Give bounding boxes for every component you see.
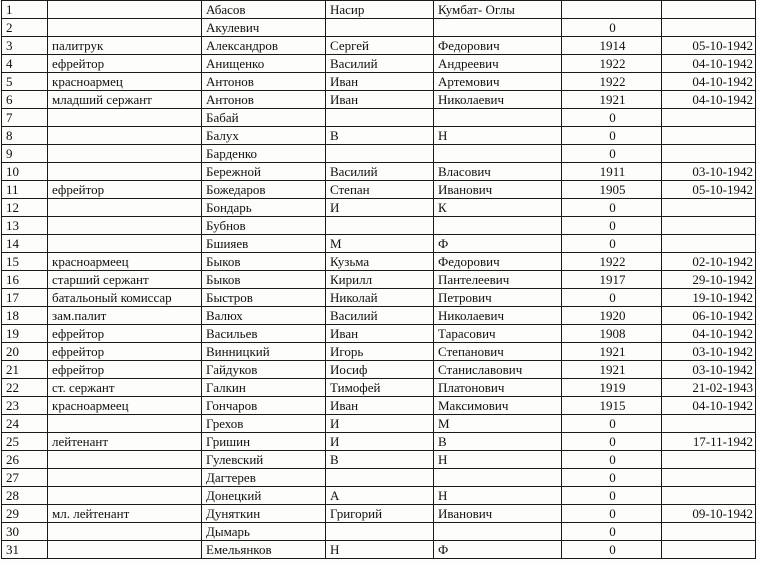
patronymic-cell: Степанович (434, 343, 562, 361)
patronymic-cell: Кумбат- Оглы (434, 1, 562, 19)
table-row (2, 271, 756, 289)
row-number: 11 (2, 181, 48, 199)
date-cell: 02-10-1942 (662, 253, 756, 271)
first-name-cell: И (326, 199, 434, 217)
date-cell: 19-10-1942 (662, 289, 756, 307)
date-cell (662, 451, 756, 469)
last-name-cell: Анищенко (202, 55, 326, 73)
first-name-cell: И (326, 433, 434, 451)
birth-year-cell: 0 (562, 127, 662, 145)
date-cell: 04-10-1942 (662, 325, 756, 343)
date-cell (662, 145, 756, 163)
table-row (2, 505, 756, 523)
table-row (2, 145, 756, 163)
row-number: 15 (2, 253, 48, 271)
first-name-cell (326, 469, 434, 487)
last-name-cell: Галкин (202, 379, 326, 397)
rank-cell: ефрейтор (48, 55, 202, 73)
table-row (2, 91, 756, 109)
table-row (2, 55, 756, 73)
first-name-cell: А (326, 487, 434, 505)
birth-year-cell: 0 (562, 235, 662, 253)
date-cell: 05-10-1942 (662, 37, 756, 55)
table-row (2, 433, 756, 451)
rank-cell (48, 145, 202, 163)
row-number: 2 (2, 19, 48, 37)
rank-cell (48, 163, 202, 181)
table-row (2, 163, 756, 181)
row-number: 23 (2, 397, 48, 415)
table-row (2, 487, 756, 505)
rank-cell (48, 415, 202, 433)
birth-year-cell: 0 (562, 523, 662, 541)
patronymic-cell (434, 469, 562, 487)
birth-year-cell: 0 (562, 415, 662, 433)
table-row (2, 127, 756, 145)
patronymic-cell: Федорович (434, 37, 562, 55)
patronymic-cell: Платонович (434, 379, 562, 397)
date-cell (662, 217, 756, 235)
rank-cell (48, 109, 202, 127)
row-number: 27 (2, 469, 48, 487)
first-name-cell (326, 19, 434, 37)
birth-year-cell: 0 (562, 469, 662, 487)
patronymic-cell: Петрович (434, 289, 562, 307)
last-name-cell: Бшияев (202, 235, 326, 253)
rank-cell: младший сержант (48, 91, 202, 109)
rank-cell (48, 235, 202, 253)
birth-year-cell: 1919 (562, 379, 662, 397)
rank-cell (48, 487, 202, 505)
date-cell: 21-02-1943 (662, 379, 756, 397)
patronymic-cell: Николаевич (434, 307, 562, 325)
last-name-cell: Быстров (202, 289, 326, 307)
row-number: 6 (2, 91, 48, 109)
table-row (2, 289, 756, 307)
rank-cell (48, 1, 202, 19)
patronymic-cell: Федорович (434, 253, 562, 271)
last-name-cell: Бубнов (202, 217, 326, 235)
birth-year-cell: 0 (562, 199, 662, 217)
date-cell: 03-10-1942 (662, 343, 756, 361)
row-number: 21 (2, 361, 48, 379)
first-name-cell: Николай (326, 289, 434, 307)
birth-year-cell: 0 (562, 541, 662, 559)
last-name-cell: Барденко (202, 145, 326, 163)
last-name-cell: Антонов (202, 73, 326, 91)
row-number: 28 (2, 487, 48, 505)
last-name-cell: Емельянков (202, 541, 326, 559)
last-name-cell: Гришин (202, 433, 326, 451)
date-cell (662, 19, 756, 37)
birth-year-cell: 1922 (562, 253, 662, 271)
first-name-cell: Кирилл (326, 271, 434, 289)
date-cell: 09-10-1942 (662, 505, 756, 523)
rank-cell: красноармец (48, 73, 202, 91)
rank-cell: ефрейтор (48, 361, 202, 379)
rank-cell: ст. сержант (48, 379, 202, 397)
row-number: 5 (2, 73, 48, 91)
last-name-cell: Божедаров (202, 181, 326, 199)
patronymic-cell: Н (434, 127, 562, 145)
first-name-cell: Иван (326, 397, 434, 415)
birth-year-cell: 1921 (562, 343, 662, 361)
table-row (2, 415, 756, 433)
first-name-cell (326, 145, 434, 163)
birth-year-cell: 0 (562, 289, 662, 307)
rank-cell: красноармеец (48, 397, 202, 415)
last-name-cell: Донецкий (202, 487, 326, 505)
birth-year-cell: 0 (562, 217, 662, 235)
patronymic-cell: М (434, 415, 562, 433)
birth-year-cell: 0 (562, 19, 662, 37)
date-cell: 04-10-1942 (662, 397, 756, 415)
row-number: 10 (2, 163, 48, 181)
first-name-cell (326, 217, 434, 235)
last-name-cell: Гайдуков (202, 361, 326, 379)
last-name-cell: Дуняткин (202, 505, 326, 523)
roster-table (1, 0, 756, 559)
last-name-cell: Гончаров (202, 397, 326, 415)
birth-year-cell: 1914 (562, 37, 662, 55)
table-row (2, 361, 756, 379)
table-row (2, 199, 756, 217)
row-number: 8 (2, 127, 48, 145)
rank-cell: ефрейтор (48, 181, 202, 199)
table-row (2, 397, 756, 415)
row-number: 14 (2, 235, 48, 253)
first-name-cell: Степан (326, 181, 434, 199)
first-name-cell: Сергей (326, 37, 434, 55)
rank-cell: мл. лейтенант (48, 505, 202, 523)
table-row (2, 253, 756, 271)
patronymic-cell: Ф (434, 541, 562, 559)
birth-year-cell: 0 (562, 145, 662, 163)
roster-body (2, 1, 756, 559)
date-cell: 05-10-1942 (662, 181, 756, 199)
rank-cell (48, 199, 202, 217)
row-number: 17 (2, 289, 48, 307)
birth-year-cell: 0 (562, 109, 662, 127)
row-number: 18 (2, 307, 48, 325)
first-name-cell: Игорь (326, 343, 434, 361)
rank-cell (48, 127, 202, 145)
birth-year-cell: 0 (562, 487, 662, 505)
date-cell (662, 1, 756, 19)
table-row (2, 469, 756, 487)
birth-year-cell: 1917 (562, 271, 662, 289)
patronymic-cell: Артемович (434, 73, 562, 91)
date-cell (662, 235, 756, 253)
patronymic-cell (434, 109, 562, 127)
rank-cell: ефрейтор (48, 325, 202, 343)
date-cell: 29-10-1942 (662, 271, 756, 289)
row-number: 25 (2, 433, 48, 451)
birth-year-cell: 1922 (562, 73, 662, 91)
last-name-cell: Гулевский (202, 451, 326, 469)
rank-cell (48, 523, 202, 541)
birth-year-cell: 1922 (562, 55, 662, 73)
date-cell (662, 487, 756, 505)
first-name-cell: Иван (326, 91, 434, 109)
table-row (2, 217, 756, 235)
birth-year-cell (562, 1, 662, 19)
last-name-cell: Васильев (202, 325, 326, 343)
last-name-cell: Антонов (202, 91, 326, 109)
first-name-cell: Иосиф (326, 361, 434, 379)
rank-cell: лейтенант (48, 433, 202, 451)
patronymic-cell: Андреевич (434, 55, 562, 73)
birth-year-cell: 1911 (562, 163, 662, 181)
table-row (2, 325, 756, 343)
row-number: 12 (2, 199, 48, 217)
patronymic-cell (434, 145, 562, 163)
date-cell (662, 127, 756, 145)
date-cell: 04-10-1942 (662, 91, 756, 109)
patronymic-cell: Пантелеевич (434, 271, 562, 289)
patronymic-cell (434, 19, 562, 37)
date-cell: 03-10-1942 (662, 361, 756, 379)
table-row (2, 235, 756, 253)
patronymic-cell (434, 523, 562, 541)
birth-year-cell: 0 (562, 433, 662, 451)
patronymic-cell: Н (434, 487, 562, 505)
date-cell: 17-11-1942 (662, 433, 756, 451)
patronymic-cell: Тарасович (434, 325, 562, 343)
rank-cell (48, 19, 202, 37)
row-number: 22 (2, 379, 48, 397)
table-row (2, 541, 756, 559)
row-number: 19 (2, 325, 48, 343)
rank-cell (48, 217, 202, 235)
table-row (2, 19, 756, 37)
birth-year-cell: 0 (562, 505, 662, 523)
birth-year-cell: 1908 (562, 325, 662, 343)
patronymic-cell: В (434, 433, 562, 451)
first-name-cell: Василий (326, 163, 434, 181)
rank-cell (48, 469, 202, 487)
last-name-cell: Бережной (202, 163, 326, 181)
table-row (2, 181, 756, 199)
first-name-cell: Иван (326, 325, 434, 343)
row-number: 9 (2, 145, 48, 163)
first-name-cell: Насир (326, 1, 434, 19)
date-cell (662, 415, 756, 433)
table-row (2, 307, 756, 325)
date-cell (662, 199, 756, 217)
date-cell (662, 469, 756, 487)
last-name-cell: Балух (202, 127, 326, 145)
last-name-cell: Быков (202, 271, 326, 289)
birth-year-cell: 1915 (562, 397, 662, 415)
row-number: 13 (2, 217, 48, 235)
row-number: 3 (2, 37, 48, 55)
rank-cell: красноармеец (48, 253, 202, 271)
first-name-cell: Н (326, 541, 434, 559)
rank-cell (48, 541, 202, 559)
date-cell: 04-10-1942 (662, 73, 756, 91)
row-number: 4 (2, 55, 48, 73)
date-cell: 04-10-1942 (662, 55, 756, 73)
last-name-cell: Винницкий (202, 343, 326, 361)
patronymic-cell: Власович (434, 163, 562, 181)
last-name-cell: Александров (202, 37, 326, 55)
first-name-cell: Кузьма (326, 253, 434, 271)
first-name-cell: В (326, 451, 434, 469)
patronymic-cell (434, 217, 562, 235)
last-name-cell: Акулевич (202, 19, 326, 37)
first-name-cell: М (326, 235, 434, 253)
first-name-cell (326, 523, 434, 541)
rank-cell: ефрейтор (48, 343, 202, 361)
patronymic-cell: Максимович (434, 397, 562, 415)
rank-cell: палитрук (48, 37, 202, 55)
patronymic-cell: Иванович (434, 505, 562, 523)
patronymic-cell: Н (434, 451, 562, 469)
row-number: 30 (2, 523, 48, 541)
last-name-cell: Грехов (202, 415, 326, 433)
row-number: 24 (2, 415, 48, 433)
birth-year-cell: 1921 (562, 91, 662, 109)
first-name-cell: И (326, 415, 434, 433)
table-row (2, 1, 756, 19)
date-cell (662, 541, 756, 559)
table-row (2, 523, 756, 541)
patronymic-cell: Ф (434, 235, 562, 253)
patronymic-cell: Иванович (434, 181, 562, 199)
date-cell: 06-10-1942 (662, 307, 756, 325)
rank-cell: старший сержант (48, 271, 202, 289)
patronymic-cell: Николаевич (434, 91, 562, 109)
first-name-cell: Василий (326, 55, 434, 73)
row-number: 1 (2, 1, 48, 19)
patronymic-cell: К (434, 199, 562, 217)
rank-cell: батальоный комиссар (48, 289, 202, 307)
date-cell (662, 109, 756, 127)
row-number: 16 (2, 271, 48, 289)
row-number: 31 (2, 541, 48, 559)
first-name-cell: Иван (326, 73, 434, 91)
birth-year-cell: 1920 (562, 307, 662, 325)
first-name-cell: Григорий (326, 505, 434, 523)
rank-cell: зам.палит (48, 307, 202, 325)
table-row (2, 343, 756, 361)
birth-year-cell: 1921 (562, 361, 662, 379)
last-name-cell: Валюх (202, 307, 326, 325)
last-name-cell: Абасов (202, 1, 326, 19)
rank-cell (48, 451, 202, 469)
row-number: 7 (2, 109, 48, 127)
table-row (2, 73, 756, 91)
patronymic-cell: Станиславович (434, 361, 562, 379)
date-cell: 03-10-1942 (662, 163, 756, 181)
row-number: 26 (2, 451, 48, 469)
last-name-cell: Быков (202, 253, 326, 271)
last-name-cell: Бабай (202, 109, 326, 127)
row-number: 20 (2, 343, 48, 361)
first-name-cell: В (326, 127, 434, 145)
row-number: 29 (2, 505, 48, 523)
table-row (2, 379, 756, 397)
table-row (2, 37, 756, 55)
first-name-cell: Василий (326, 307, 434, 325)
birth-year-cell: 0 (562, 451, 662, 469)
last-name-cell: Бондарь (202, 199, 326, 217)
last-name-cell: Дагтерев (202, 469, 326, 487)
table-row (2, 451, 756, 469)
date-cell (662, 523, 756, 541)
first-name-cell (326, 109, 434, 127)
last-name-cell: Дымарь (202, 523, 326, 541)
birth-year-cell: 1905 (562, 181, 662, 199)
table-row (2, 109, 756, 127)
first-name-cell: Тимофей (326, 379, 434, 397)
